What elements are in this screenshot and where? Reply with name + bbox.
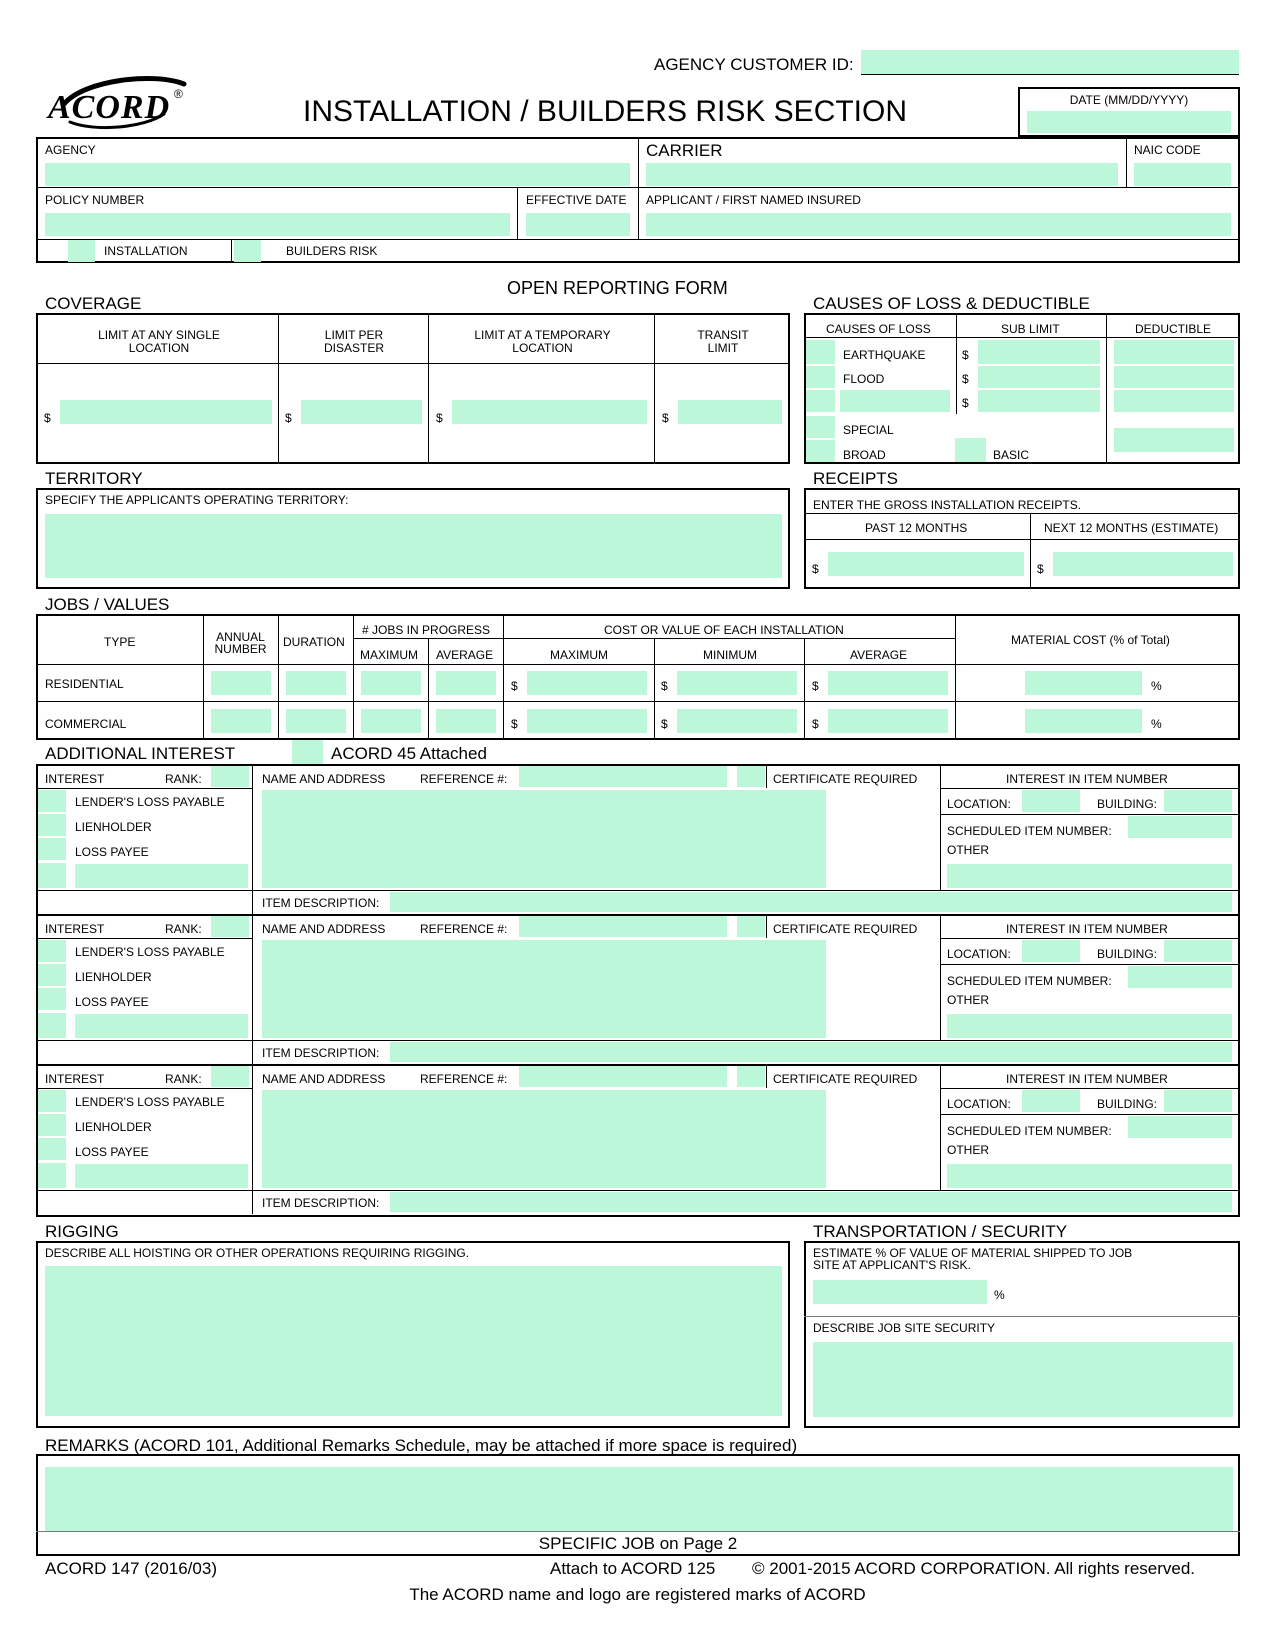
dollar-sign: $ bbox=[436, 411, 443, 425]
loss-payee-label: LOSS PAYEE bbox=[75, 845, 149, 859]
ai-2-name-and-address-field[interactable] bbox=[262, 940, 826, 1038]
ai-3-rank-field[interactable] bbox=[211, 1066, 249, 1087]
ai-1-location-field[interactable] bbox=[1022, 790, 1080, 812]
cost-average-header: AVERAGE bbox=[850, 648, 908, 662]
basic-label: BASIC bbox=[993, 448, 1030, 462]
divider bbox=[804, 539, 1240, 540]
earthquake-label: EARTHQUAKE bbox=[843, 348, 926, 362]
commercial-label: COMMERCIAL bbox=[45, 717, 127, 731]
limit-single-location-field[interactable] bbox=[60, 400, 272, 424]
divider bbox=[804, 337, 1240, 338]
ai-3-other-interest-checkbox[interactable] bbox=[38, 1163, 66, 1188]
dollar-sign: $ bbox=[511, 717, 518, 731]
ai-3-scheduled-item-number-field[interactable] bbox=[1128, 1116, 1232, 1138]
acord-logo-text: ACORD bbox=[48, 89, 171, 126]
ai-3-lienholder-checkbox[interactable] bbox=[38, 1114, 66, 1136]
percent-sign: % bbox=[994, 1288, 1005, 1302]
residential-cost-average-field[interactable] bbox=[828, 671, 948, 695]
divider bbox=[1106, 313, 1107, 464]
ai-3-name-and-address-field[interactable] bbox=[262, 1090, 826, 1188]
scheduled-item-number-label: SCHEDULED ITEM NUMBER: bbox=[947, 824, 1112, 838]
basic-checkbox[interactable] bbox=[955, 438, 986, 462]
lenders-loss-payable-label: LENDER'S LOSS PAYABLE bbox=[75, 795, 225, 809]
ai-3-certificate-required-checkbox[interactable] bbox=[737, 1066, 765, 1087]
divider bbox=[428, 313, 429, 464]
other-sub-limit-field[interactable] bbox=[978, 390, 1100, 412]
customer-id-underline bbox=[861, 74, 1239, 75]
building-label: BUILDING: bbox=[1097, 1097, 1158, 1111]
in-progress-maximum-header: MAXIMUM bbox=[360, 648, 418, 662]
item-description-label: ITEM DESCRIPTION: bbox=[262, 896, 380, 910]
coverage-heading: COVERAGE bbox=[45, 294, 142, 313]
estimate-label-2: SITE AT APPLICANT'S RISK. bbox=[813, 1258, 971, 1272]
naic-code-label: NAIC CODE bbox=[1134, 143, 1201, 157]
installation-checkbox[interactable] bbox=[68, 240, 95, 262]
causes-of-loss-header: CAUSES OF LOSS bbox=[826, 322, 931, 336]
ai-2-rank-field[interactable] bbox=[211, 916, 249, 937]
scheduled-item-number-label: SCHEDULED ITEM NUMBER: bbox=[947, 974, 1112, 988]
other-cause-checkbox[interactable] bbox=[806, 390, 835, 412]
remarks-heading: REMARKS (ACORD 101, Additional Remarks Schedule, may be attached if more space is required) bbox=[45, 1436, 798, 1455]
divider bbox=[766, 764, 767, 788]
divider bbox=[804, 513, 1240, 514]
item-description-label: ITEM DESCRIPTION: bbox=[262, 1196, 380, 1210]
next-12-months-label: NEXT 12 MONTHS (ESTIMATE) bbox=[1044, 521, 1219, 535]
other-deductible-field[interactable] bbox=[1114, 390, 1234, 412]
dollar-sign: $ bbox=[1037, 562, 1044, 576]
annual-number-header-1: ANNUAL bbox=[216, 630, 265, 644]
loss-payee-label: LOSS PAYEE bbox=[75, 1145, 149, 1159]
past-12-months-label: PAST 12 MONTHS bbox=[865, 521, 968, 535]
ai-2-loss-payee-checkbox[interactable] bbox=[38, 988, 66, 1010]
divider bbox=[503, 614, 504, 740]
past-12-months-field[interactable] bbox=[828, 552, 1024, 576]
acord-45-attached-checkbox[interactable] bbox=[292, 740, 323, 764]
type-header: TYPE bbox=[104, 635, 136, 649]
lenders-loss-payable-label: LENDER'S LOSS PAYABLE bbox=[75, 945, 225, 959]
divider bbox=[1126, 137, 1127, 187]
ai-1-other-interest-field[interactable] bbox=[75, 864, 248, 888]
rigging-field[interactable] bbox=[45, 1266, 782, 1416]
scheduled-item-number-label: SCHEDULED ITEM NUMBER: bbox=[947, 1124, 1112, 1138]
location-label: LOCATION: bbox=[947, 797, 1011, 811]
lienholder-label: LIENHOLDER bbox=[75, 820, 152, 834]
commercial-material-cost-field[interactable] bbox=[1025, 709, 1142, 733]
ai-3-location-field[interactable] bbox=[1022, 1090, 1080, 1112]
divider bbox=[36, 1040, 1240, 1041]
dollar-sign: $ bbox=[962, 348, 969, 362]
acord-logo bbox=[44, 70, 194, 140]
installation-label: INSTALLATION bbox=[104, 244, 188, 258]
divider bbox=[956, 313, 957, 414]
divider bbox=[252, 914, 253, 1064]
builders-risk-checkbox[interactable] bbox=[234, 240, 261, 262]
dollar-sign: $ bbox=[511, 679, 518, 693]
divider bbox=[36, 701, 1240, 702]
cost-value-header: COST OR VALUE OF EACH INSTALLATION bbox=[604, 623, 844, 637]
ai-3-other-item-field[interactable] bbox=[947, 1164, 1232, 1188]
divider bbox=[231, 239, 232, 263]
limit-per-disaster-field[interactable] bbox=[301, 400, 422, 424]
residential-cost-maximum-field[interactable] bbox=[527, 671, 647, 695]
divider bbox=[654, 638, 655, 740]
ai-1-lenders-loss-payable-checkbox[interactable] bbox=[38, 790, 66, 812]
ai-1-rank-field[interactable] bbox=[211, 766, 249, 787]
commercial-cost-average-field[interactable] bbox=[828, 709, 948, 733]
effective-date-field[interactable] bbox=[526, 213, 630, 236]
ai-2-other-interest-checkbox[interactable] bbox=[38, 1013, 66, 1038]
ai-1-certificate-required-checkbox[interactable] bbox=[737, 766, 765, 787]
ai-1-scheduled-item-number-field[interactable] bbox=[1128, 816, 1232, 838]
jobs-values-heading: JOBS / VALUES bbox=[45, 595, 170, 614]
carrier-label: CARRIER bbox=[646, 141, 723, 160]
reference-label: REFERENCE #: bbox=[420, 922, 508, 936]
date-field[interactable] bbox=[1027, 111, 1231, 133]
divider bbox=[638, 137, 639, 239]
next-12-months-field[interactable] bbox=[1053, 552, 1233, 576]
flood-checkbox[interactable] bbox=[806, 366, 835, 388]
transportation-security-heading: TRANSPORTATION / SECURITY bbox=[813, 1222, 1068, 1241]
divider bbox=[940, 1064, 941, 1190]
divider bbox=[353, 638, 955, 639]
commercial-cost-minimum-field[interactable] bbox=[677, 709, 797, 733]
builders-risk-label: BUILDERS RISK bbox=[286, 244, 378, 258]
ai-2-item-description-field[interactable] bbox=[390, 1042, 1232, 1062]
commercial-in-progress-average-field[interactable] bbox=[436, 709, 496, 733]
divider bbox=[36, 788, 252, 789]
interest-header: INTEREST bbox=[45, 1072, 105, 1086]
divider bbox=[36, 664, 1240, 665]
divider bbox=[517, 187, 518, 239]
cost-minimum-header: MINIMUM bbox=[703, 648, 757, 662]
divider bbox=[1030, 513, 1031, 589]
ai-1-other-item-field[interactable] bbox=[947, 864, 1232, 888]
ai-3-lenders-loss-payable-checkbox[interactable] bbox=[38, 1090, 66, 1112]
divider bbox=[36, 239, 1240, 240]
territory-label: SPECIFY THE APPLICANTS OPERATING TERRITORY: bbox=[45, 493, 349, 507]
name-and-address-header: NAME AND ADDRESS bbox=[262, 1072, 386, 1086]
divider bbox=[252, 1064, 253, 1214]
residential-cost-minimum-field[interactable] bbox=[677, 671, 797, 695]
divider bbox=[804, 638, 805, 740]
in-progress-average-header: AVERAGE bbox=[436, 648, 494, 662]
dollar-sign: $ bbox=[285, 411, 292, 425]
broad-checkbox[interactable] bbox=[806, 440, 835, 462]
ai-1-item-description-field[interactable] bbox=[390, 892, 1232, 912]
reference-label: REFERENCE #: bbox=[420, 772, 508, 786]
effective-date-label: EFFECTIVE DATE bbox=[526, 193, 627, 207]
name-and-address-header: NAME AND ADDRESS bbox=[262, 922, 386, 936]
other-label: OTHER bbox=[947, 843, 989, 857]
dollar-sign: $ bbox=[812, 679, 819, 693]
annual-number-header-2: NUMBER bbox=[214, 642, 267, 656]
remarks-field[interactable] bbox=[45, 1467, 1233, 1531]
causes-of-loss-heading: CAUSES OF LOSS & DEDUCTIBLE bbox=[813, 294, 1090, 313]
divider bbox=[36, 1531, 1240, 1532]
sub-limit-header: SUB LIMIT bbox=[1001, 322, 1060, 336]
flood-label: FLOOD bbox=[843, 372, 885, 386]
ai-2-scheduled-item-number-field[interactable] bbox=[1128, 966, 1232, 988]
ai-2-reference-field[interactable] bbox=[519, 916, 727, 937]
divider bbox=[940, 938, 1240, 939]
divider bbox=[36, 187, 1240, 188]
broad-label: BROAD bbox=[843, 448, 886, 462]
other-label: OTHER bbox=[947, 993, 989, 1007]
location-label: LOCATION: bbox=[947, 947, 1011, 961]
territory-field[interactable] bbox=[45, 514, 782, 578]
form-title: INSTALLATION / BUILDERS RISK SECTION bbox=[303, 95, 908, 128]
ai-2-building-field[interactable] bbox=[1164, 940, 1232, 962]
dollar-sign: $ bbox=[962, 396, 969, 410]
estimate-percent-field[interactable] bbox=[813, 1280, 987, 1304]
dollar-sign: $ bbox=[812, 717, 819, 731]
agency-customer-id-field[interactable] bbox=[861, 50, 1239, 74]
ai-2-other-item-field[interactable] bbox=[947, 1014, 1232, 1038]
ai-3-loss-payee-checkbox[interactable] bbox=[38, 1138, 66, 1160]
special-checkbox[interactable] bbox=[806, 416, 835, 438]
dollar-sign: $ bbox=[662, 411, 669, 425]
certificate-required-label: CERTIFICATE REQUIRED bbox=[773, 772, 918, 786]
divider bbox=[36, 363, 790, 364]
rank-label: RANK: bbox=[165, 772, 202, 786]
territory-heading: TERRITORY bbox=[45, 469, 143, 488]
other-label: OTHER bbox=[947, 1143, 989, 1157]
earthquake-sub-limit-field[interactable] bbox=[978, 340, 1100, 364]
certificate-required-label: CERTIFICATE REQUIRED bbox=[773, 922, 918, 936]
flood-deductible-field[interactable] bbox=[1114, 366, 1234, 388]
cost-maximum-header: MAXIMUM bbox=[550, 648, 608, 662]
interest-in-item-number-header: INTEREST IN ITEM NUMBER bbox=[1006, 922, 1168, 936]
other-cause-field[interactable] bbox=[840, 390, 950, 412]
special-label: SPECIAL bbox=[843, 423, 894, 437]
special-deductible-field[interactable] bbox=[1114, 428, 1234, 452]
limit-single-location-header: LIMIT AT ANY SINGLE LOCATION bbox=[98, 328, 220, 355]
lenders-loss-payable-label: LENDER'S LOSS PAYABLE bbox=[75, 1095, 225, 1109]
registered-mark: ® bbox=[174, 87, 183, 101]
ai-2-certificate-required-checkbox[interactable] bbox=[737, 916, 765, 937]
item-description-label: ITEM DESCRIPTION: bbox=[262, 1046, 380, 1060]
divider bbox=[940, 914, 941, 1040]
building-label: BUILDING: bbox=[1097, 797, 1158, 811]
limit-per-disaster-header: LIMIT PER DISASTER bbox=[323, 328, 384, 355]
transit-limit-header: TRANSIT LIMIT bbox=[697, 328, 749, 355]
applicant-field[interactable] bbox=[646, 213, 1231, 236]
dollar-sign: $ bbox=[661, 717, 668, 731]
divider bbox=[940, 1088, 1240, 1089]
divider bbox=[278, 313, 279, 464]
ai-2-lenders-loss-payable-checkbox[interactable] bbox=[38, 940, 66, 962]
limit-temporary-location-field[interactable] bbox=[452, 400, 647, 424]
divider bbox=[36, 938, 252, 939]
job-site-security-label: DESCRIBE JOB SITE SECURITY bbox=[813, 1321, 996, 1335]
ai-3-item-description-field[interactable] bbox=[390, 1192, 1232, 1212]
transit-limit-field[interactable] bbox=[678, 400, 782, 424]
acord-45-attached-label: ACORD 45 Attached bbox=[331, 744, 487, 763]
residential-in-progress-maximum-field[interactable] bbox=[361, 671, 421, 695]
agency-field[interactable] bbox=[45, 163, 630, 186]
residential-label: RESIDENTIAL bbox=[45, 677, 124, 691]
divider bbox=[252, 764, 253, 914]
dollar-sign: $ bbox=[962, 372, 969, 386]
rank-label: RANK: bbox=[165, 922, 202, 936]
ai-3-building-field[interactable] bbox=[1164, 1090, 1232, 1112]
divider bbox=[428, 638, 429, 740]
flood-sub-limit-field[interactable] bbox=[978, 366, 1100, 388]
building-label: BUILDING: bbox=[1097, 947, 1158, 961]
ai-1-other-interest-checkbox[interactable] bbox=[38, 863, 66, 888]
lienholder-label: LIENHOLDER bbox=[75, 970, 152, 984]
divider bbox=[955, 614, 956, 740]
ai-2-lienholder-checkbox[interactable] bbox=[38, 964, 66, 986]
divider bbox=[36, 1088, 252, 1089]
interest-in-item-number-header: INTEREST IN ITEM NUMBER bbox=[1006, 1072, 1168, 1086]
dollar-sign: $ bbox=[812, 562, 819, 576]
deductible-header: DEDUCTIBLE bbox=[1135, 322, 1212, 336]
dollar-sign: $ bbox=[661, 679, 668, 693]
receipts-label: ENTER THE GROSS INSTALLATION RECEIPTS. bbox=[813, 498, 1082, 512]
percent-sign: % bbox=[1151, 717, 1162, 731]
interest-header: INTEREST bbox=[45, 772, 105, 786]
commercial-in-progress-maximum-field[interactable] bbox=[361, 709, 421, 733]
residential-duration-field[interactable] bbox=[286, 671, 346, 695]
registered-marks-note: The ACORD name and logo are registered marks of ACORD bbox=[409, 1585, 866, 1604]
jobs-in-progress-header: # JOBS IN PROGRESS bbox=[362, 623, 491, 637]
rank-label: RANK: bbox=[165, 1072, 202, 1086]
divider bbox=[766, 914, 767, 938]
divider bbox=[36, 890, 1240, 891]
form-id: ACORD 147 (2016/03) bbox=[45, 1559, 217, 1578]
earthquake-checkbox[interactable] bbox=[806, 340, 835, 364]
attach-note: Attach to ACORD 125 bbox=[550, 1559, 716, 1578]
commercial-duration-field[interactable] bbox=[286, 709, 346, 733]
residential-annual-number-field[interactable] bbox=[211, 671, 271, 695]
name-and-address-header: NAME AND ADDRESS bbox=[262, 772, 386, 786]
interest-in-item-number-header: INTEREST IN ITEM NUMBER bbox=[1006, 772, 1168, 786]
job-site-security-field[interactable] bbox=[813, 1342, 1233, 1417]
percent-sign: % bbox=[1151, 679, 1162, 693]
residential-material-cost-field[interactable] bbox=[1025, 671, 1142, 695]
rigging-heading: RIGGING bbox=[45, 1222, 119, 1241]
commercial-cost-maximum-field[interactable] bbox=[527, 709, 647, 733]
limit-temporary-location-header: LIMIT AT A TEMPORARY LOCATION bbox=[474, 328, 611, 355]
material-cost-header: MATERIAL COST (% of Total) bbox=[1011, 633, 1170, 647]
commercial-annual-number-field[interactable] bbox=[211, 709, 271, 733]
divider bbox=[940, 1114, 1240, 1115]
loss-payee-label: LOSS PAYEE bbox=[75, 995, 149, 1009]
estimate-label-1: ESTIMATE % OF VALUE OF MATERIAL SHIPPED TO JOB bbox=[813, 1246, 1133, 1260]
duration-header: DURATION bbox=[283, 635, 345, 649]
divider bbox=[940, 788, 1240, 789]
ai-1-lienholder-checkbox[interactable] bbox=[38, 814, 66, 836]
ai-2-location-field[interactable] bbox=[1022, 940, 1080, 962]
ai-1-loss-payee-checkbox[interactable] bbox=[38, 838, 66, 860]
copyright: © 2001-2015 ACORD CORPORATION. All rights reserved. bbox=[752, 1559, 1196, 1578]
interest-header: INTEREST bbox=[45, 922, 105, 936]
ai-1-name-and-address-field[interactable] bbox=[262, 790, 826, 888]
earthquake-deductible-field[interactable] bbox=[1114, 340, 1234, 364]
divider bbox=[804, 1316, 1240, 1317]
reference-label: REFERENCE #: bbox=[420, 1072, 508, 1086]
policy-number-field[interactable] bbox=[45, 213, 510, 236]
carrier-field[interactable] bbox=[646, 163, 1118, 186]
agency-customer-id-label: AGENCY CUSTOMER ID: bbox=[654, 55, 854, 74]
specific-job-page-2-label: SPECIFIC JOB on Page 2 bbox=[538, 1534, 738, 1553]
divider bbox=[36, 1190, 1240, 1191]
ai-3-other-interest-field[interactable] bbox=[75, 1164, 248, 1188]
residential-in-progress-average-field[interactable] bbox=[436, 671, 496, 695]
rigging-label: DESCRIBE ALL HOISTING OR OTHER OPERATIONS REQUIRING RIGGING. bbox=[45, 1246, 470, 1260]
certificate-required-label: CERTIFICATE REQUIRED bbox=[773, 1072, 918, 1086]
divider bbox=[278, 614, 279, 740]
ai-3-reference-field[interactable] bbox=[519, 1066, 727, 1087]
receipts-heading: RECEIPTS bbox=[813, 469, 899, 488]
lienholder-label: LIENHOLDER bbox=[75, 1120, 152, 1134]
ai-1-reference-field[interactable] bbox=[519, 766, 727, 787]
naic-code-field[interactable] bbox=[1134, 163, 1231, 186]
agency-label: AGENCY bbox=[45, 143, 96, 157]
ai-2-other-interest-field[interactable] bbox=[75, 1014, 248, 1038]
divider bbox=[766, 1064, 767, 1088]
divider bbox=[940, 964, 1240, 965]
additional-interest-heading: ADDITIONAL INTEREST bbox=[45, 744, 236, 763]
divider bbox=[940, 814, 1240, 815]
date-label: DATE (MM/DD/YYYY) bbox=[1069, 93, 1189, 107]
divider bbox=[353, 614, 354, 740]
open-reporting-form-title: OPEN REPORTING FORM bbox=[507, 278, 728, 298]
location-label: LOCATION: bbox=[947, 1097, 1011, 1111]
divider bbox=[940, 764, 941, 890]
divider bbox=[654, 313, 655, 464]
dollar-sign: $ bbox=[44, 411, 51, 425]
ai-1-building-field[interactable] bbox=[1164, 790, 1232, 812]
policy-number-label: POLICY NUMBER bbox=[45, 193, 145, 207]
applicant-label: APPLICANT / FIRST NAMED INSURED bbox=[646, 193, 861, 207]
